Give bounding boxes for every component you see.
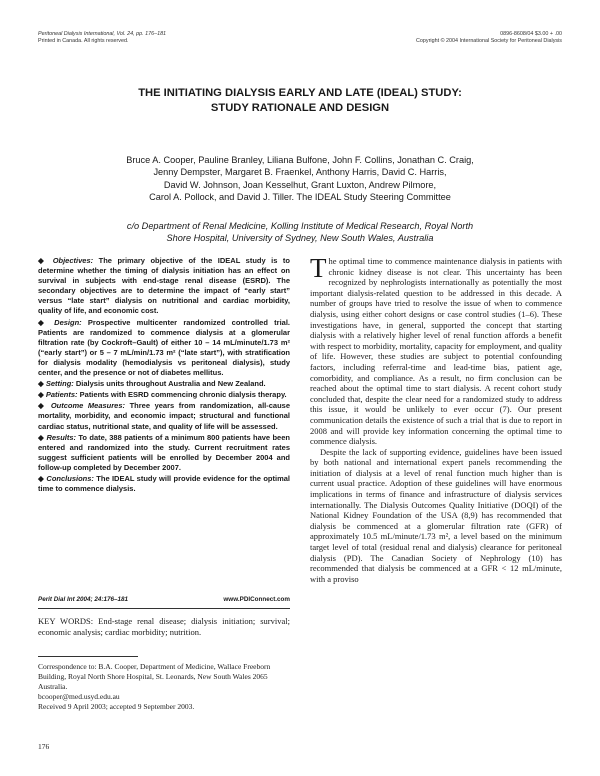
abstract-label: Design: xyxy=(54,317,82,327)
correspondence-email[interactable]: bcooper@med.usyd.edu.au xyxy=(38,692,120,701)
citation-url[interactable]: www.PDIConnect.com xyxy=(223,596,290,603)
title-line-2: STUDY RATIONALE AND DESIGN xyxy=(210,102,390,114)
author-line: Bruce A. Cooper, Pauline Branley, Liliana Bulfone, John F. Collins, Jonathan C. Craig, xyxy=(126,155,474,165)
body-paragraph-2: Despite the lack of supporting evidence, guidelines have been issued by both national and international expert panels recommending the initiation of dialysis at a level of renal function much higher than is current usual practice. Adoption of these guidelines will have enormous implications in terms of finance and infrastructure of dialysis services internationally. The Dialysis Outcomes Quality Initiative (DOQI) of the National Kidney Foundation of the USA (8,9) has recommended that dialysis be commenced at a glomerular filtration rate (GFR) of approximately 10.5 mL/minute/1.73 m², a level based on the minimum target level of total (residual renal and dialysis) clearance for peritoneal dialysis (PD). The Canadian Society of Nephrology (10) has recommended that dialysis be commenced at a GFR < 12 mL/minute, with a proviso xyxy=(310,446,562,584)
running-header-right xyxy=(416,31,562,45)
abstract-setting: ◆ Setting: Dialysis units throughout Australia and New Zealand. xyxy=(38,379,266,389)
abstract xyxy=(38,256,290,495)
abstract-design: ◆ Design: Prospective multicenter randomized controlled trial. Patients are randomized to commence dialysis at a glomerular filtration rate (by Cockroft–Gault) of either 10 – 14 mL/minute/1.73 m² (“early start”) or 5 – 7 mL/min/1.73 m² (“late start”), with stratification for dialysis modality (hemodialysis vs peritoneal dialysis), study center, and the presence or not of diabetes mellitus. xyxy=(38,317,290,378)
abstract-text: The primary objective of the IDEAL study is to determine whether the timing of dialysis initiation has an effect on survival in subjects with end-stage renal disease (ESRD). The secondary objectives are to determine the impact of “early start” versus “late start” dialysis on nutritional and cardiac morbidity, quality of life, and economic cost. xyxy=(38,256,290,316)
abstract-results: ◆ Results: To date, 388 patients of a minimum 800 patients have been entered and randomized into the study. Current recruitment rates suggest sufficient patients will be enrolled by December 2004 and follow-up completed by December 2007. xyxy=(38,432,290,472)
citation-divider xyxy=(38,608,290,609)
abstract-text: Prospective multicenter randomized controlled trial. Patients are randomized to commence dialysis at a glomerular filtration rate (by Cockroft–Gault) of either 10 – 14 mL/minute/1.73 m² (“early start”) or 5 – 7 mL/min/1.73 m² (“late start”), with stratification for dialysis modality (hemodialysis vs peritoneal dialysis), study center, and the presence or not of diabetes mellitus. xyxy=(38,317,290,378)
abstract-text: The IDEAL study will provide evidence for the optimal time to commence dialysis. xyxy=(38,473,291,494)
abstract-label: Patients: xyxy=(45,390,78,400)
article-title xyxy=(60,86,540,116)
author-list xyxy=(60,154,540,203)
affiliation-line: Shore Hospital, University of Sydney, New South Wales, Australia xyxy=(166,233,434,244)
body-column xyxy=(310,253,562,584)
abstract-text: Patients with ESRD commencing chronic dialysis therapy. xyxy=(79,390,287,400)
abstract-label: Setting: xyxy=(45,379,74,389)
footnote-divider xyxy=(38,656,138,657)
abstract-label: Results: xyxy=(46,432,77,442)
affiliation-line: c/o Department of Renal Medicine, Kolling Institute of Medical Research, Royal North xyxy=(126,221,474,231)
abstract-objectives: ◆ Objectives: The primary objective of the IDEAL study is to determine whether the timing of dialysis initiation has an effect on survival in subjects with end-stage renal disease (ESRD). The secondary objectives are to determine the impact of “early start” versus “late start” dialysis on nutritional and cardiac morbidity, quality of life, and economic cost. xyxy=(38,256,290,316)
abstract-label: Objectives: xyxy=(52,256,94,265)
abstract-patients: ◆ Patients: Patients with ESRD commencing chronic dialysis therapy. xyxy=(38,390,287,400)
abstract-text: Three years from randomization, all-cause mortality, morbidity, and economic impact; structural and functional cardiac status, nutritional state, and quality of life will be assessed. xyxy=(38,401,290,431)
author-line: David W. Johnson, Joan Kesselhut, Grant Luxton, Andrew Pilmore, xyxy=(163,179,437,190)
author-line: Jenny Dempster, Margaret B. Fraenkel, Anthony Harris, David C. Harris, xyxy=(153,167,447,178)
paragraph-text: he optimal time to commence maintenance dialysis in patients with chronic kidney disease is not clear. This uncertainty has been recognized by nephrologists internationally as potentially the most important dialysis-related question to be addressed in this decade. A number of groups have tried to resolve the issue of when to commence dialysis, using either cohort designs or case control studies (1–6). These investigations have, in general, supported the concept that starting dialysis with a relatively higher level of renal function affords a benefit with respect to morbidity, mortality, capacity for employment, and quality of life. However, these studies are subject to potential confounding factors, including referral-time and lead-time bias, patient age, comorbidity, and compliance. As a result, no firm conclusion can be reached about the optimal time to start dialysis. A recent cohort study concluded that, despite the clear need for a randomized study to address this issue, it would be unlikely to ever occur (7). Our present communication details the existence of such a trial that is due to report in 2008 and will provide key information concerning the optimal time to commence dialysis. xyxy=(310,256,562,447)
abstract-text: Dialysis units throughout Australia and New Zealand. xyxy=(75,379,266,389)
keywords: KEY WORDS: End-stage renal disease; dialysis initiation; survival; economic analysis; cardiac morbidity; nutrition. xyxy=(38,616,290,637)
received-dates: Received 9 April 2003; accepted 9 September 2003. xyxy=(38,702,195,711)
citation-line xyxy=(38,596,290,603)
abstract-label: Conclusions: xyxy=(46,473,94,483)
citation-journal: Perit Dial Int 2004; 24:176–181 xyxy=(38,596,128,603)
running-header-left xyxy=(38,31,166,45)
correspondence-address: Correspondence to: B.A. Cooper, Department of Medicine, Wallace Freeborn Building, Royal North Shore Hospital, St. Leonards, New South Wales 2065 Australia. xyxy=(38,662,271,691)
drop-cap: T xyxy=(310,253,327,283)
copyright-line: Copyright © 2004 International Society for Peritoneal Dialysis xyxy=(416,38,562,44)
affiliation xyxy=(60,220,540,245)
issn-line: 0896-8608/04 $3.00 + .00 xyxy=(500,31,562,37)
author-line: Carol A. Pollock, and David J. Tiller. The IDEAL Study Steering Committee xyxy=(149,191,451,202)
page-number: 176 xyxy=(38,742,50,751)
abstract-text: To date, 388 patients of a minimum 800 patients have been entered and randomized into the study. Current recruitment rates suggest sufficient patients will be enrolled by December 2004 and follow-up completed by December 2007. xyxy=(38,432,290,472)
abstract-label: Outcome Measures: xyxy=(50,401,126,411)
correspondence xyxy=(38,662,290,712)
printed-line: Printed in Canada. All rights reserved. xyxy=(38,38,129,44)
journal-line: Peritoneal Dialysis International, Vol. 24, pp. 176–181 xyxy=(38,31,167,37)
body-paragraph-1 xyxy=(310,253,562,447)
abstract-outcome-measures: ◆ Outcome Measures: Three years from randomization, all-cause mortality, morbidity, and economic impact; structural and functional cardiac status, nutritional state, and quality of life will be assessed. xyxy=(38,401,290,431)
abstract-conclusions: ◆ Conclusions: The IDEAL study will provide evidence for the optimal time to commence dialysis. xyxy=(38,473,291,494)
title-line-1: THE INITIATING DIALYSIS EARLY AND LATE (IDEAL) STUDY: xyxy=(138,87,462,99)
